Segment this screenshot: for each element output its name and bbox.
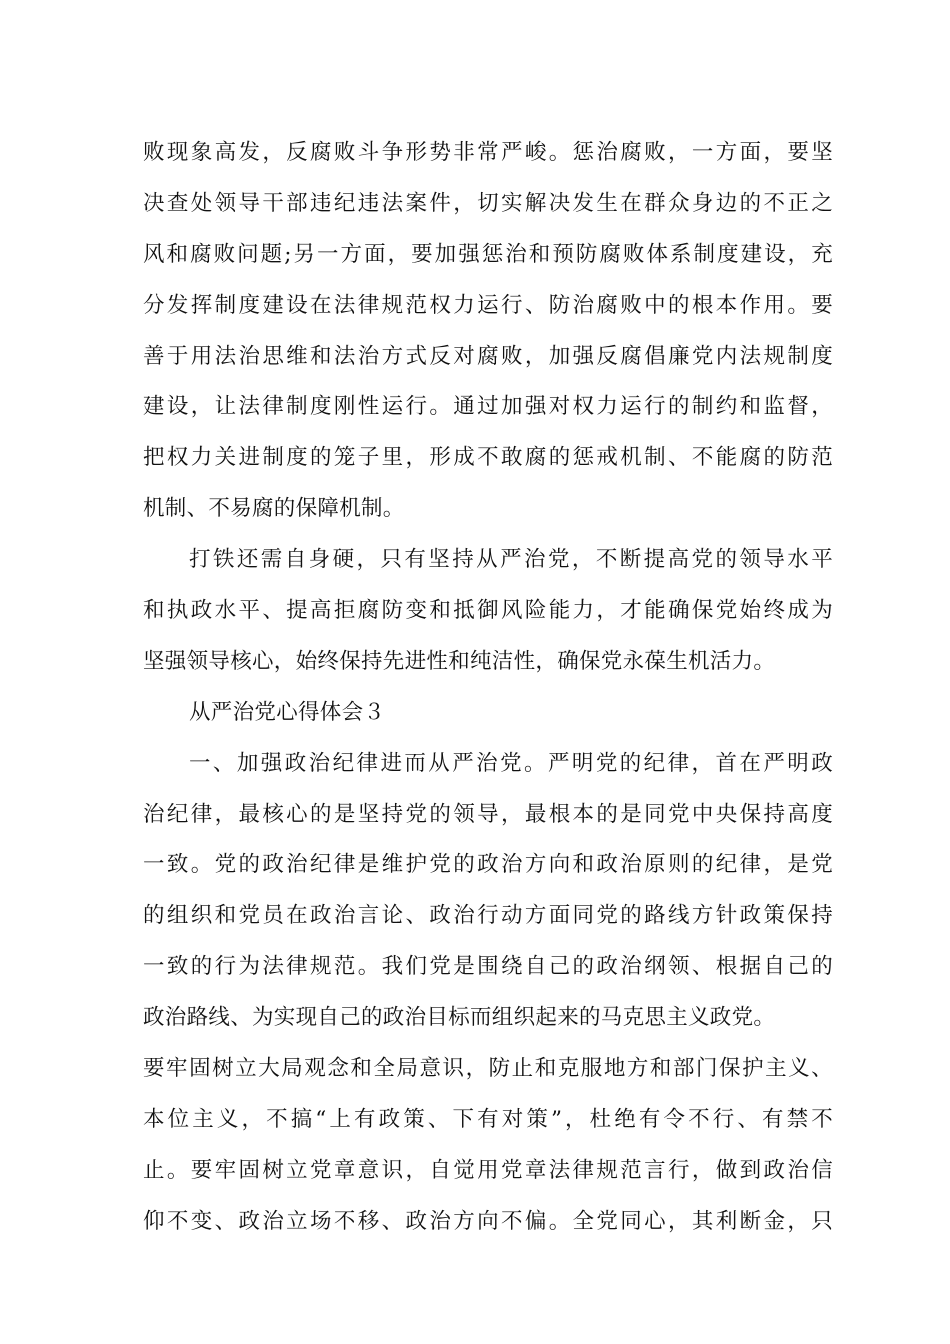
text-line: 机制、不易腐的保障机制。 — [143, 496, 405, 522]
text-line: 决查处领导干部违纪违法案件，切实解决发生在群众身边的不正之 — [143, 190, 833, 216]
text-line: 治纪律，最核心的是坚持党的领导，最根本的是同党中央保持高度 — [143, 801, 833, 827]
text-line: 要牢固树立大局观念和全局意识，防止和克服地方和部门保护主义、 — [143, 1056, 833, 1082]
text-line: 打铁还需自身硬，只有坚持从严治党，不断提高党的领导水平 — [189, 547, 833, 573]
text-line: 一致的行为法律规范。我们党是围绕自己的政治纲领、根据自己的 — [143, 954, 833, 980]
text-line: 败现象高发，反腐败斗争形势非常严峻。惩治腐败，一方面，要坚 — [143, 140, 833, 165]
text-line: 的组织和党员在政治言论、政治行动方面同党的路线方针政策保持 — [143, 903, 833, 929]
document-body — [143, 128, 833, 1248]
text-line: 从严治党心得体会３ — [189, 699, 386, 725]
text-line: 建设，让法律制度刚性运行。通过加强对权力运行的制约和监督， — [143, 394, 833, 420]
text-line: 仰不变、政治立场不移、政治方向不偏。全党同心，其利断金，只 — [143, 1208, 833, 1234]
text-line: 把权力关进制度的笼子里，形成不敢腐的惩戒机制、不能腐的防范 — [143, 445, 833, 471]
text-line: 坚强领导核心，始终保持先进性和纯洁性，确保党永葆生机活力。 — [143, 648, 776, 674]
text-line: 止。要牢固树立党章意识，自觉用党章法律规范言行，做到政治信 — [143, 1157, 833, 1183]
text-line: 善于用法治思维和法治方式反对腐败，加强反腐倡廉党内法规制度 — [143, 343, 833, 369]
text-line: 分发挥制度建设在法律规范权力运行、防治腐败中的根本作用。要 — [143, 292, 833, 318]
text-line: 本位主义，不搞“上有政策、下有对策”，杜绝有令不行、有禁不 — [143, 1106, 833, 1132]
text-line: 风和腐败问题;另一方面，要加强惩治和预防腐败体系制度建设，充 — [143, 241, 833, 267]
text-line: 一、加强政治纪律进而从严治党。严明党的纪律，首在严明政 — [189, 750, 833, 776]
text-line: 和执政水平、提高拒腐防变和抵御风险能力，才能确保党始终成为 — [143, 598, 833, 624]
text-line: 政治路线、为实现自己的政治目标而组织起来的马克思主义政党。 — [143, 1005, 776, 1031]
text-line: 一致。党的政治纪律是维护党的政治方向和政治原则的纪律，是党 — [143, 852, 833, 878]
